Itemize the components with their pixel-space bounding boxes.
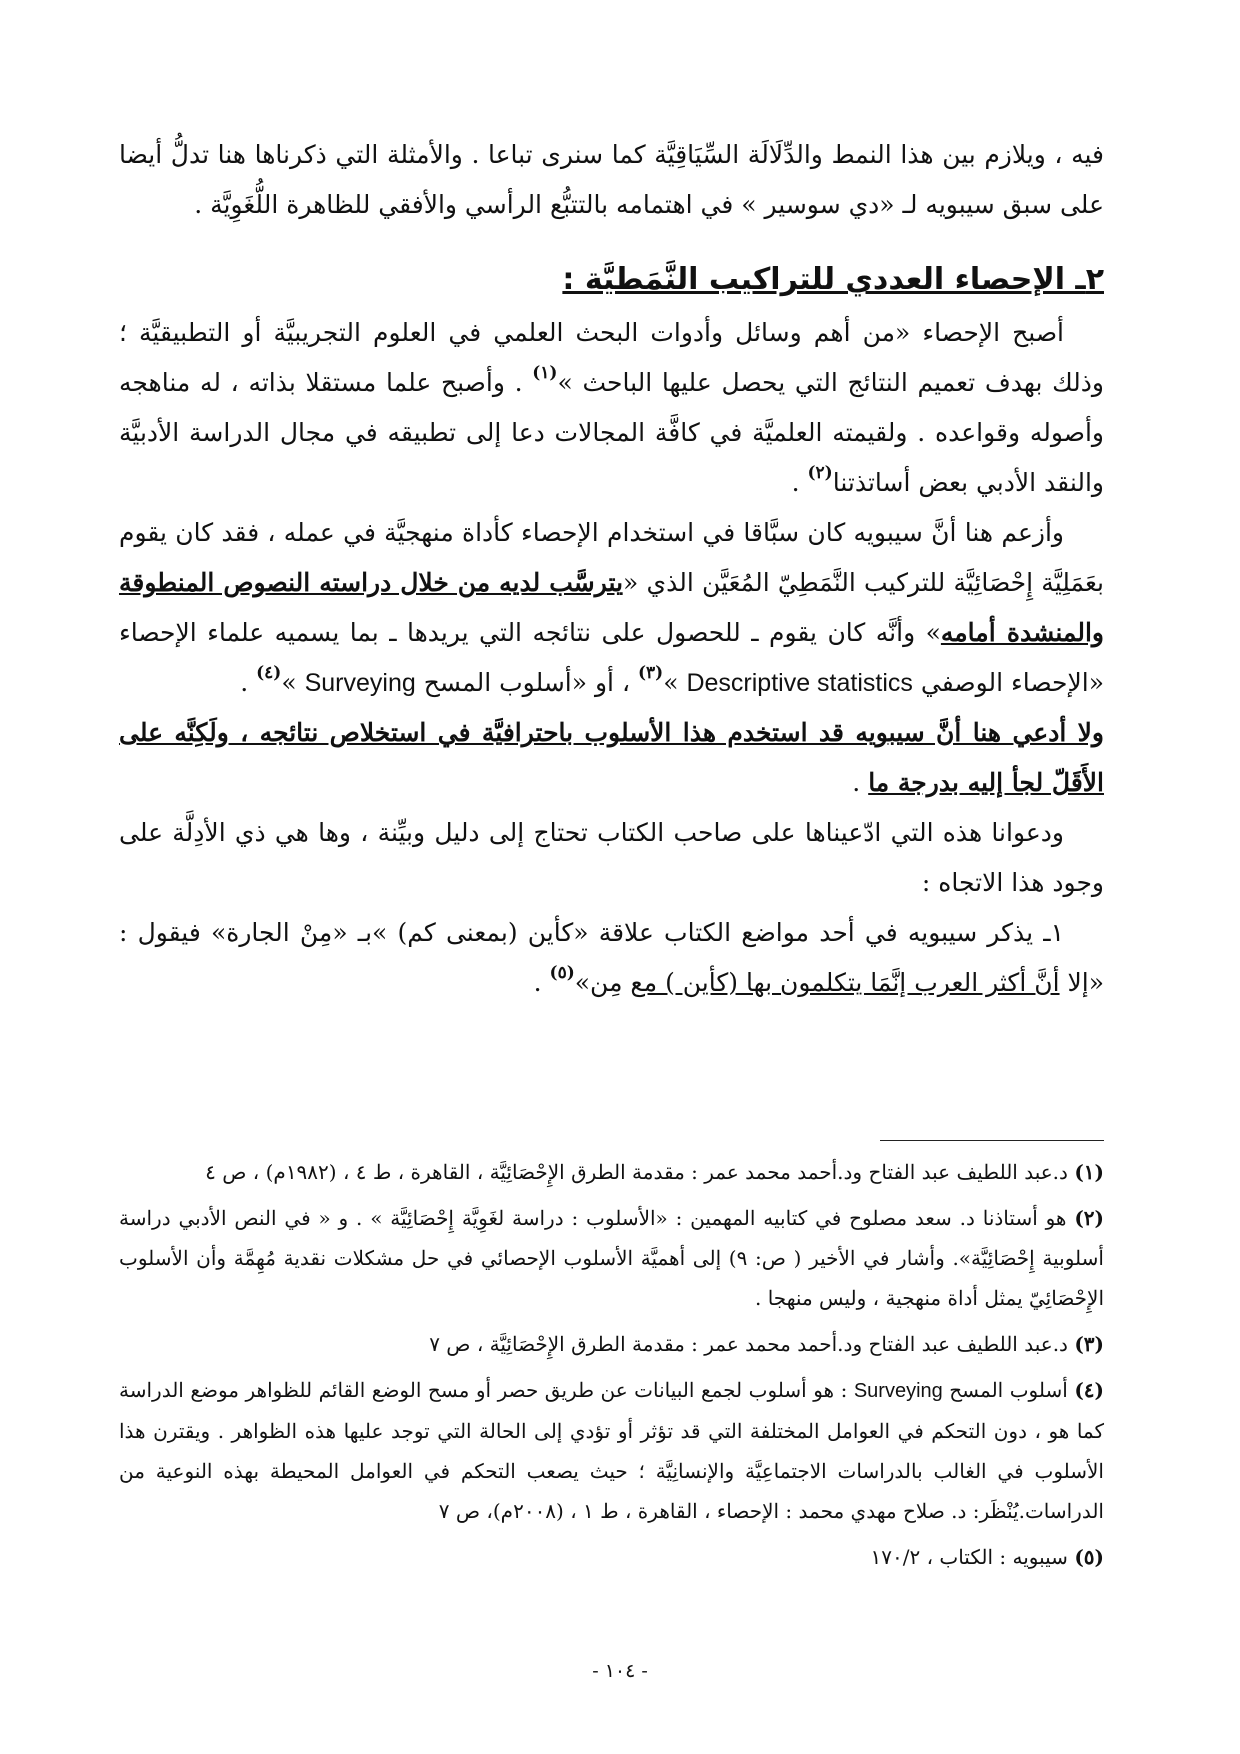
footnote-number: (٥): [1074, 1545, 1104, 1569]
text-run: ، أو «أسلوب المسح: [415, 668, 638, 697]
footnote-number: (٢): [1074, 1206, 1104, 1230]
paragraph: [119, 708, 1104, 808]
footnote: [119, 1198, 1104, 1318]
footnote-text: أسلوب المسح: [942, 1378, 1075, 1402]
paragraph: [119, 908, 1104, 1008]
footnote-ref[interactable]: (٣): [637, 663, 664, 683]
footnote-ref[interactable]: (١): [532, 363, 558, 383]
paragraph: [119, 308, 1104, 508]
text-run: مِن»: [574, 968, 631, 997]
footnote: [119, 1324, 1104, 1364]
section-heading: [119, 258, 1104, 302]
text-run: »: [281, 668, 305, 697]
paragraph: فيه ، ويلازم بين هذا النمط والدِّلَالَة السِّيَاقِيَّة كما سنرى تباعا . والأمثلة التي ذكرناها هنا تدلُّ أيضا على سبق سيبويه لـ «دي سوسير » في اهتمامه بالتتبُّع الرأسي والأفقي للظاهرة اللُّغَوِيَّة .: [119, 140, 1104, 219]
english-term: Surveying: [853, 1380, 943, 1402]
footnote-number: (٤): [1074, 1378, 1104, 1402]
page-number: - ١٠٤ -: [592, 1660, 648, 1682]
footnote-ref[interactable]: (٢): [807, 463, 833, 483]
footnote: [119, 1370, 1104, 1531]
footnote-text: سيبويه : الكتاب ، ١٧٠/٢: [870, 1545, 1075, 1569]
footnote: [119, 1152, 1104, 1192]
footnote-text: : هو أسلوب لجمع البيانات عن طريق حصر أو مسح الوضع القائم للظواهر موضع الدراسة كما هو ، دون التحكم في العوامل المختلفة التي قد تؤثر أو تؤدي إلى الحالة التي توجد عليها هذه الظواهر . ويقترن هذا الأسلوب في الغالب بالدراسات الاجتماعِيَّة والإنسانِيَّة ؛ حيث يصعب التحكم في العوامل المحيطة بهذه النوعية من الدراسات.يُنْظَر: د. صلاح مهدي محمد : الإحصاء ، القاهرة ، ط ١ ، (٢٠٠٨م)، ص ٧: [119, 1378, 1104, 1523]
footnote: [119, 1537, 1104, 1577]
text-run: .: [533, 968, 550, 997]
footnotes: [119, 1152, 1104, 1583]
english-term: Surveying: [304, 669, 416, 697]
footnote-separator: [880, 1140, 1104, 1141]
emphasis-text: يترسَّب لديه من خلال دراسته النصوص المنطوقة والمنشدة أمامه: [119, 568, 1104, 647]
paragraph: ودعوانا هذه التي ادّعيناها على صاحب الكتاب تحتاج إلى دليل وبيِّنة ، وها هي ذي الأدِلَّة على وجود هذا الاتجاه :: [119, 818, 1104, 897]
emphasis-text: ولا أدعي هنا أنَّ سيبويه قد استخدم هذا الأسلوب باحترافيَّة في استخلاص نتائجه ، ولَكِنَّه على الأَقَلّ لجأ إليه بدرجة ما: [119, 718, 1104, 797]
text-run: .: [852, 768, 869, 797]
footnote-text: هو أستاذنا د. سعد مصلوح في كتابيه المهمين : «الأسلوب : دراسة لغَوِيَّة إِحْصَائِيَّة » . و « في النص الأدبي دراسة أسلوبية إِحْصَائِيَّة». وأشار في الأخير ( ص: ٩) إلى أهميَّة الأسلوب الإحصائي في حل مشكلات نقدية مُهِمَّة وأن الأسلوب الإِحْصَائِيّ يمثل أداة منهجية ، وليس منهجا .: [119, 1206, 1104, 1310]
footnote-ref[interactable]: (٤): [256, 663, 282, 683]
footnote-ref[interactable]: (٥): [549, 963, 575, 983]
footnote-text: د.عبد اللطيف عبد الفتاح ود.أحمد محمد عمر : مقدمة الطرق الإِحْصَائِيَّة ، ص ٧: [429, 1332, 1075, 1356]
text-run: . وأصبح علما مستقلا بذاته ، له مناهجه وأصوله وقواعده . ولقيمته العلميَّة في كافَّة المجالات دعا إلى تطبيقه في مجال الدراسة الأدبيَّة والنقد الأدبي بعض أساتذتنا: [119, 368, 1104, 497]
text-run: »: [663, 668, 687, 697]
text-run: » وأنَّه كان يقوم ـ للحصول على نتائجه التي يريدها ـ بما يسميه علماء الإحصاء «الإحصاء الوصفي: [119, 618, 1104, 697]
text-run: وأزعم هنا أنَّ سيبويه كان سبَّاقا في استخدام الإحصاء كأداة منهجيَّة في عمله ، فقد كان يقوم بعَمَلِيَّة إِحْصَائِيَّة للتركيب النَّمَطِيّ المُعَيَّن الذي «: [119, 518, 1104, 597]
text-run: .: [791, 468, 808, 497]
text-run: أصبح الإحصاء «من أهم وسائل وأدوات البحث العلمي في العلوم التجريبيَّة أو التطبيقيَّة ؛ وذلك بهدف تعميم النتائج التي يحصل عليها الباحث »: [119, 318, 1104, 397]
text-run: ١ـ يذكر سيبويه في أحد مواضع الكتاب علاقة «كأين (بمعنى كم) »بـ «مِنْ الجارة» فيقول : «إلا: [119, 918, 1104, 997]
section-heading-text: ٢ـ الإحصاء العددي للتراكيب النَّمَطيَّة :: [562, 262, 1104, 297]
english-term: Descriptive statistics: [686, 669, 913, 697]
text-run: .: [240, 668, 257, 697]
section2-text: [119, 308, 1104, 1008]
section1-text: [119, 130, 1104, 230]
footnote-number: (١): [1074, 1160, 1104, 1184]
footnote-number: (٣): [1074, 1332, 1104, 1356]
underlined-text: أنَّ أكثر العرب إنَّمَا يتكلمون بها (كأين ) مع: [630, 968, 1060, 997]
footnote-text: د.عبد اللطيف عبد الفتاح ود.أحمد محمد عمر : مقدمة الطرق الإِحْصَائِيَّة ، القاهرة ، ط ٤ ، (١٩٨٢م) ، ص ٤: [205, 1160, 1075, 1184]
paragraph: [119, 508, 1104, 708]
